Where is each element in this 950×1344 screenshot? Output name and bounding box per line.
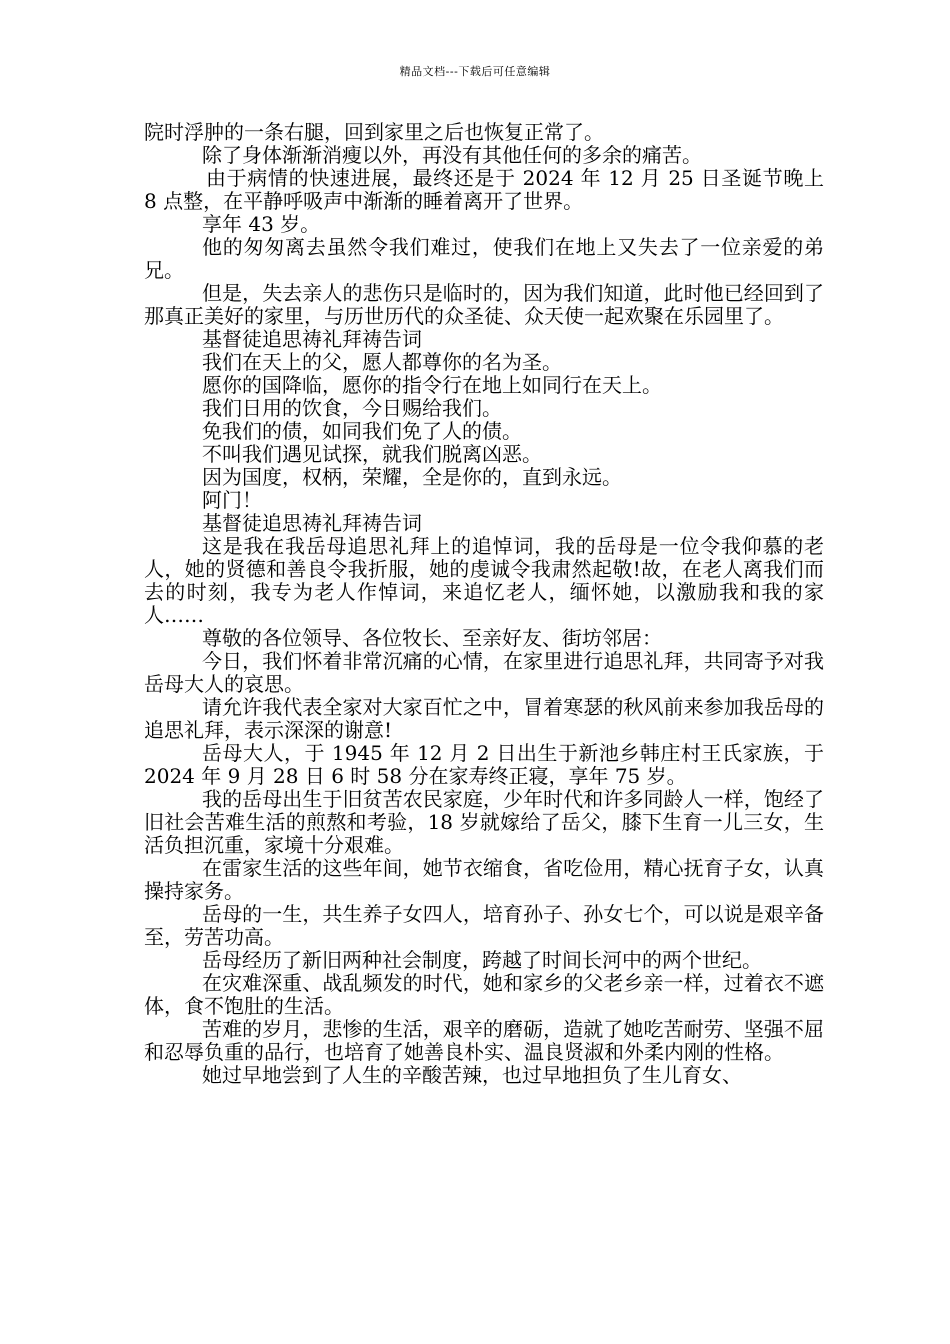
- paragraph: 他的匆匆离去虽然令我们难过，使我们在地上又失去了一位亲爱的弟兄。: [144, 235, 824, 282]
- paragraph: 但是，失去亲人的悲伤只是临时的，因为我们知道，此时他已经回到了那真正美好的家里，与历世历代的众圣徒、众天使一起欢聚在乐园里了。: [144, 281, 824, 328]
- paragraph: 除了身体渐渐消瘦以外，再没有其他任何的多余的痛苦。: [202, 143, 702, 167]
- paragraph: 岳母的一生，共生养子女四人，培育孙子、孙女七个，可以说是艰辛备至，劳苦功高。: [144, 902, 824, 949]
- paragraph: 今日，我们怀着非常沉痛的心情，在家里进行追思礼拜，共同寄予对我岳母大人的哀思。: [144, 649, 824, 696]
- prayer-line: 我们日用的饮食，今日赐给我们。: [202, 396, 502, 420]
- paragraph: 这是我在我岳母追思礼拜上的追悼词，我的岳母是一位令我仰慕的老人，她的贤德和善良令我折服，她的虔诚令我肃然起敬!故，在老人离我们而去的时刻，我专为老人作悼词，来追忆老人，缅怀她，以激励我和我的家人……: [144, 534, 824, 627]
- prayer-line: 愿你的国降临，愿你的指令行在地上如同行在天上。: [202, 373, 662, 397]
- prayer-line: 免我们的债，如同我们免了人的债。: [202, 419, 522, 443]
- prayer-line: 阿门！: [202, 488, 262, 512]
- section-heading: 基督徒追思祷礼拜祷告词: [202, 327, 422, 351]
- section-heading: 基督徒追思祷礼拜祷告词: [202, 511, 422, 535]
- paragraph-continuation: 院时浮肿的一条右腿，回到家里之后也恢复正常了。: [144, 120, 604, 144]
- paragraph: 她过早地尝到了人生的辛酸苦辣，也过早地担负了生儿育女、: [202, 1063, 742, 1087]
- prayer-line: 因为国度，权柄，荣耀，全是你的，直到永远。: [202, 465, 622, 489]
- salutation: 尊敬的各位领导、各位牧长、至亲好友、街坊邻居：: [202, 626, 662, 650]
- paragraph: 我的岳母出生于旧贫苦农民家庭，少年时代和许多同龄人一样，饱经了旧社会苦难生活的煎熬和考验，18 岁就嫁给了岳父，膝下生育一儿三女，生活负担沉重，家境十分艰难。: [144, 787, 824, 857]
- paragraph: 享年 43 岁。: [202, 212, 321, 236]
- paragraph: 请允许我代表全家对大家百忙之中，冒着寒瑟的秋风前来参加我岳母的追思礼拜，表示深深的谢意!: [144, 695, 824, 742]
- paragraph: 由于病情的快速进展，最终还是于 2024 年 12 月 25 日圣诞节晚上 8 点整，在平静呼吸声中渐渐的睡着离开了世界。: [144, 166, 824, 213]
- paragraph: 在雷家生活的这些年间，她节衣缩食，省吃俭用，精心抚育子女，认真操持家务。: [144, 856, 824, 903]
- page-header: 精品文档---下载后可任意编辑: [399, 65, 551, 78]
- document-body: [144, 121, 824, 1087]
- prayer-line: 不叫我们遇见试探，就我们脱离凶恶。: [202, 442, 542, 466]
- paragraph: 岳母大人，于 1945 年 12 月 2 日出生于新池乡韩庄村王氏家族，于 2024 年 9 月 28 日 6 时 58 分在家寿终正寝，享年 75 岁。: [144, 741, 824, 788]
- paragraph: 苦难的岁月，悲惨的生活，艰辛的磨砺，造就了她吃苦耐劳、坚强不屈和忍辱负重的品行，也培育了她善良朴实、温良贤淑和外柔内刚的性格。: [144, 1017, 824, 1064]
- paragraph: 在灾难深重、战乱频发的时代，她和家乡的父老乡亲一样，过着衣不遮体，食不饱肚的生活。: [144, 971, 824, 1018]
- paragraph: 岳母经历了新旧两种社会制度，跨越了时间长河中的两个世纪。: [202, 948, 762, 972]
- prayer-line: 我们在天上的父，愿人都尊你的名为圣。: [202, 350, 562, 374]
